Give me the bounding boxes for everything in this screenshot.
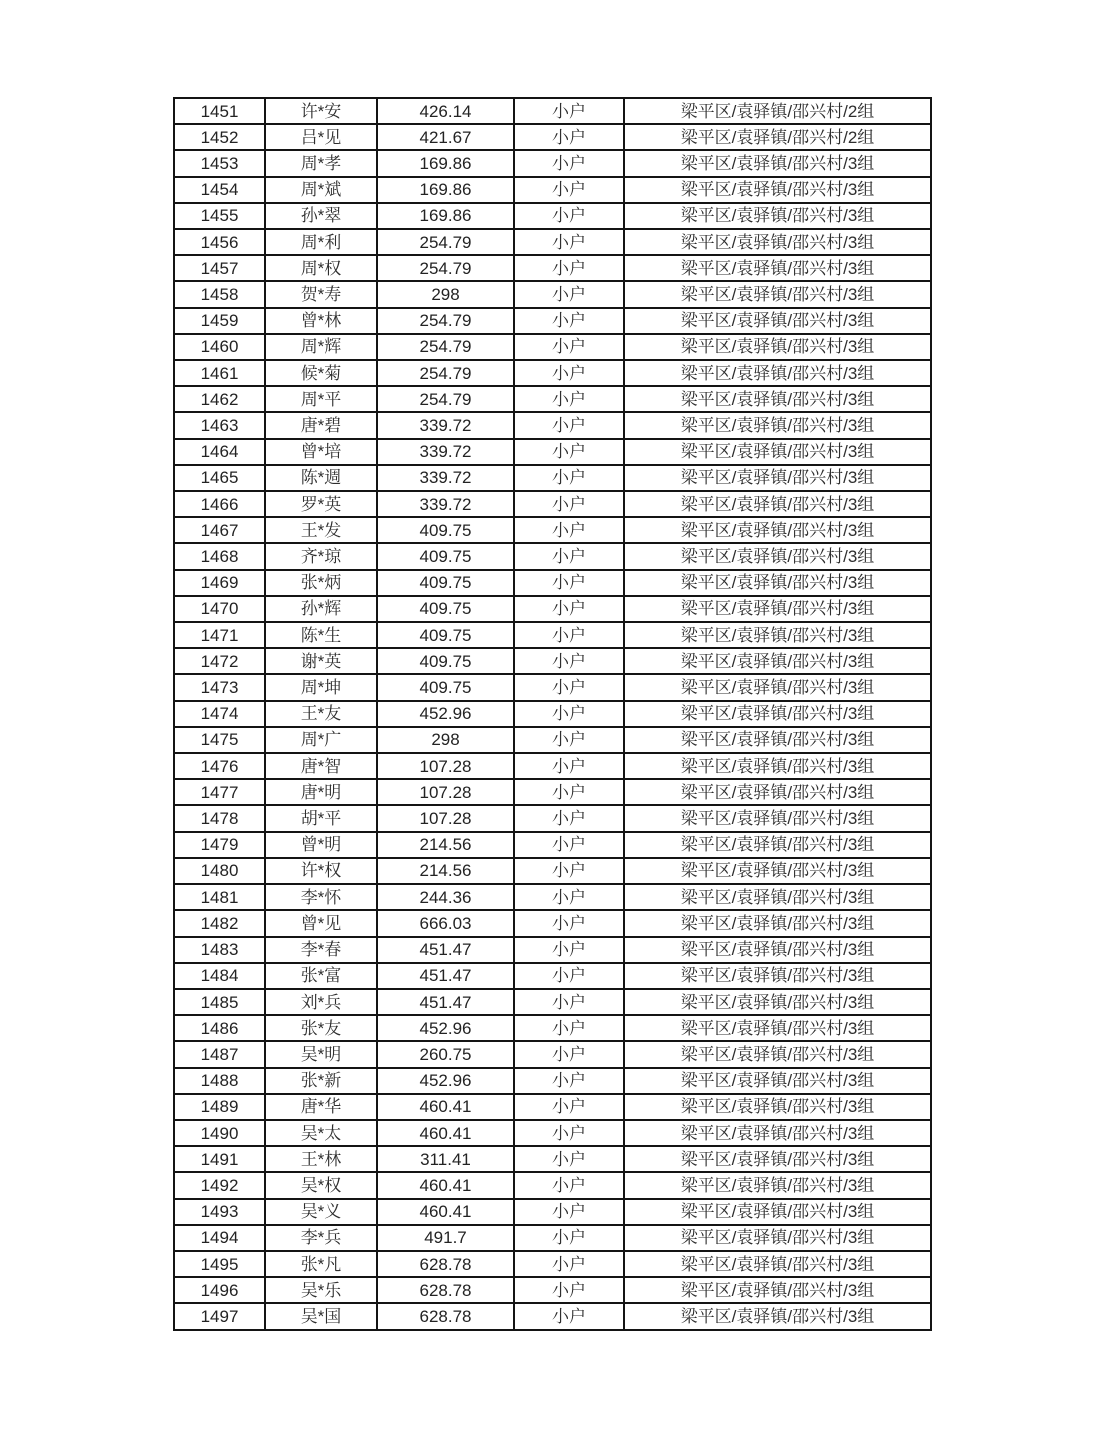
- cell-location: 梁平区/袁驿镇/邵兴村/3组: [624, 674, 931, 700]
- cell-sequence-number: 1466: [174, 491, 265, 517]
- cell-household-type: 小户: [514, 203, 624, 229]
- cell-person-name: 张*新: [265, 1068, 377, 1094]
- cell-sequence-number: 1487: [174, 1041, 265, 1067]
- cell-household-type: 小户: [514, 805, 624, 831]
- table-row: [174, 334, 931, 360]
- cell-sequence-number: 1462: [174, 386, 265, 412]
- cell-area-value: 339.72: [377, 439, 514, 465]
- cell-location: 梁平区/袁驿镇/邵兴村/3组: [624, 622, 931, 648]
- table-row: [174, 1146, 931, 1172]
- cell-sequence-number: 1493: [174, 1199, 265, 1225]
- cell-location: 梁平区/袁驿镇/邵兴村/3组: [624, 308, 931, 334]
- cell-location: 梁平区/袁驿镇/邵兴村/3组: [624, 1094, 931, 1120]
- cell-household-type: 小户: [514, 570, 624, 596]
- cell-area-value: 409.75: [377, 596, 514, 622]
- cell-person-name: 贺*寿: [265, 281, 377, 307]
- cell-location: 梁平区/袁驿镇/邵兴村/3组: [624, 543, 931, 569]
- table-row: [174, 517, 931, 543]
- cell-area-value: 254.79: [377, 229, 514, 255]
- cell-area-value: 169.86: [377, 150, 514, 176]
- cell-sequence-number: 1477: [174, 779, 265, 805]
- cell-sequence-number: 1454: [174, 177, 265, 203]
- cell-sequence-number: 1467: [174, 517, 265, 543]
- cell-sequence-number: 1474: [174, 701, 265, 727]
- household-subsidy-table: [173, 97, 932, 1331]
- cell-household-type: 小户: [514, 884, 624, 910]
- cell-person-name: 李*春: [265, 937, 377, 963]
- table-row: [174, 439, 931, 465]
- table-row: [174, 308, 931, 334]
- cell-household-type: 小户: [514, 727, 624, 753]
- cell-area-value: 107.28: [377, 805, 514, 831]
- cell-sequence-number: 1496: [174, 1277, 265, 1303]
- cell-area-value: 409.75: [377, 622, 514, 648]
- cell-person-name: 陈*生: [265, 622, 377, 648]
- cell-person-name: 周*坤: [265, 674, 377, 700]
- cell-area-value: 260.75: [377, 1041, 514, 1067]
- cell-location: 梁平区/袁驿镇/邵兴村/3组: [624, 491, 931, 517]
- cell-person-name: 吕*见: [265, 124, 377, 150]
- cell-sequence-number: 1464: [174, 439, 265, 465]
- table-row: [174, 596, 931, 622]
- cell-person-name: 曾*明: [265, 832, 377, 858]
- cell-household-type: 小户: [514, 648, 624, 674]
- cell-location: 梁平区/袁驿镇/邵兴村/2组: [624, 98, 931, 124]
- table-row: [174, 648, 931, 674]
- cell-sequence-number: 1458: [174, 281, 265, 307]
- cell-household-type: 小户: [514, 674, 624, 700]
- cell-sequence-number: 1485: [174, 989, 265, 1015]
- cell-household-type: 小户: [514, 910, 624, 936]
- cell-sequence-number: 1483: [174, 937, 265, 963]
- cell-household-type: 小户: [514, 1225, 624, 1251]
- cell-area-value: 666.03: [377, 910, 514, 936]
- cell-location: 梁平区/袁驿镇/邵兴村/3组: [624, 1277, 931, 1303]
- cell-area-value: 244.36: [377, 884, 514, 910]
- cell-household-type: 小户: [514, 229, 624, 255]
- table-row: [174, 674, 931, 700]
- table-row: [174, 1251, 931, 1277]
- cell-person-name: 罗*英: [265, 491, 377, 517]
- cell-location: 梁平区/袁驿镇/邵兴村/3组: [624, 832, 931, 858]
- cell-person-name: 曾*培: [265, 439, 377, 465]
- cell-location: 梁平区/袁驿镇/邵兴村/3组: [624, 465, 931, 491]
- cell-area-value: 214.56: [377, 858, 514, 884]
- cell-person-name: 许*安: [265, 98, 377, 124]
- table-row: [174, 412, 931, 438]
- table-row: [174, 1041, 931, 1067]
- cell-area-value: 254.79: [377, 255, 514, 281]
- cell-household-type: 小户: [514, 1303, 624, 1330]
- cell-area-value: 298: [377, 281, 514, 307]
- cell-person-name: 李*兵: [265, 1225, 377, 1251]
- cell-location: 梁平区/袁驿镇/邵兴村/3组: [624, 570, 931, 596]
- cell-area-value: 426.14: [377, 98, 514, 124]
- cell-household-type: 小户: [514, 1120, 624, 1146]
- cell-location: 梁平区/袁驿镇/邵兴村/3组: [624, 1146, 931, 1172]
- cell-sequence-number: 1468: [174, 543, 265, 569]
- cell-location: 梁平区/袁驿镇/邵兴村/3组: [624, 412, 931, 438]
- cell-location: 梁平区/袁驿镇/邵兴村/3组: [624, 937, 931, 963]
- table-row: [174, 989, 931, 1015]
- cell-location: 梁平区/袁驿镇/邵兴村/3组: [624, 1225, 931, 1251]
- table-row: [174, 884, 931, 910]
- cell-location: 梁平区/袁驿镇/邵兴村/3组: [624, 517, 931, 543]
- cell-location: 梁平区/袁驿镇/邵兴村/3组: [624, 1015, 931, 1041]
- cell-sequence-number: 1489: [174, 1094, 265, 1120]
- cell-person-name: 吴*义: [265, 1199, 377, 1225]
- cell-location: 梁平区/袁驿镇/邵兴村/3组: [624, 963, 931, 989]
- table-row: [174, 491, 931, 517]
- cell-location: 梁平区/袁驿镇/邵兴村/3组: [624, 1251, 931, 1277]
- cell-household-type: 小户: [514, 439, 624, 465]
- cell-location: 梁平区/袁驿镇/邵兴村/3组: [624, 727, 931, 753]
- cell-sequence-number: 1484: [174, 963, 265, 989]
- cell-household-type: 小户: [514, 701, 624, 727]
- cell-area-value: 452.96: [377, 1015, 514, 1041]
- cell-sequence-number: 1451: [174, 98, 265, 124]
- cell-person-name: 王*友: [265, 701, 377, 727]
- cell-sequence-number: 1490: [174, 1120, 265, 1146]
- cell-location: 梁平区/袁驿镇/邵兴村/3组: [624, 648, 931, 674]
- cell-sequence-number: 1482: [174, 910, 265, 936]
- cell-location: 梁平区/袁驿镇/邵兴村/3组: [624, 884, 931, 910]
- cell-person-name: 吴*权: [265, 1172, 377, 1198]
- cell-area-value: 214.56: [377, 832, 514, 858]
- cell-location: 梁平区/袁驿镇/邵兴村/3组: [624, 779, 931, 805]
- cell-location: 梁平区/袁驿镇/邵兴村/3组: [624, 1041, 931, 1067]
- cell-household-type: 小户: [514, 150, 624, 176]
- cell-area-value: 460.41: [377, 1199, 514, 1225]
- table-row: [174, 858, 931, 884]
- cell-location: 梁平区/袁驿镇/邵兴村/3组: [624, 805, 931, 831]
- cell-household-type: 小户: [514, 517, 624, 543]
- table-row: [174, 1199, 931, 1225]
- cell-person-name: 张*炳: [265, 570, 377, 596]
- table-row: [174, 1277, 931, 1303]
- cell-household-type: 小户: [514, 491, 624, 517]
- table-row: [174, 1225, 931, 1251]
- table-row: [174, 1094, 931, 1120]
- cell-person-name: 候*菊: [265, 360, 377, 386]
- table-row: [174, 910, 931, 936]
- cell-area-value: 409.75: [377, 648, 514, 674]
- cell-sequence-number: 1455: [174, 203, 265, 229]
- cell-location: 梁平区/袁驿镇/邵兴村/3组: [624, 1199, 931, 1225]
- cell-person-name: 唐*碧: [265, 412, 377, 438]
- cell-person-name: 吴*乐: [265, 1277, 377, 1303]
- cell-person-name: 孙*翠: [265, 203, 377, 229]
- cell-area-value: 628.78: [377, 1251, 514, 1277]
- table-row: [174, 727, 931, 753]
- table-row: [174, 360, 931, 386]
- table-row: [174, 1068, 931, 1094]
- cell-location: 梁平区/袁驿镇/邵兴村/3组: [624, 203, 931, 229]
- table-row: [174, 1015, 931, 1041]
- cell-location: 梁平区/袁驿镇/邵兴村/3组: [624, 229, 931, 255]
- cell-person-name: 吴*国: [265, 1303, 377, 1330]
- cell-sequence-number: 1476: [174, 753, 265, 779]
- cell-sequence-number: 1453: [174, 150, 265, 176]
- table-row: [174, 832, 931, 858]
- cell-household-type: 小户: [514, 386, 624, 412]
- cell-person-name: 王*林: [265, 1146, 377, 1172]
- cell-person-name: 张*友: [265, 1015, 377, 1041]
- cell-household-type: 小户: [514, 412, 624, 438]
- table-row: [174, 386, 931, 412]
- cell-household-type: 小户: [514, 1199, 624, 1225]
- cell-location: 梁平区/袁驿镇/邵兴村/3组: [624, 177, 931, 203]
- table-row: [174, 570, 931, 596]
- cell-household-type: 小户: [514, 255, 624, 281]
- cell-area-value: 254.79: [377, 386, 514, 412]
- cell-sequence-number: 1465: [174, 465, 265, 491]
- table-row: [174, 622, 931, 648]
- cell-sequence-number: 1494: [174, 1225, 265, 1251]
- cell-location: 梁平区/袁驿镇/邵兴村/3组: [624, 753, 931, 779]
- table-row: [174, 701, 931, 727]
- cell-sequence-number: 1480: [174, 858, 265, 884]
- cell-area-value: 107.28: [377, 753, 514, 779]
- cell-area-value: 421.67: [377, 124, 514, 150]
- cell-person-name: 周*辉: [265, 334, 377, 360]
- table-row: [174, 124, 931, 150]
- cell-location: 梁平区/袁驿镇/邵兴村/3组: [624, 439, 931, 465]
- cell-area-value: 339.72: [377, 465, 514, 491]
- cell-household-type: 小户: [514, 1094, 624, 1120]
- cell-sequence-number: 1492: [174, 1172, 265, 1198]
- cell-household-type: 小户: [514, 832, 624, 858]
- cell-location: 梁平区/袁驿镇/邵兴村/3组: [624, 360, 931, 386]
- cell-person-name: 曾*见: [265, 910, 377, 936]
- cell-location: 梁平区/袁驿镇/邵兴村/3组: [624, 1303, 931, 1330]
- cell-area-value: 254.79: [377, 360, 514, 386]
- cell-location: 梁平区/袁驿镇/邵兴村/3组: [624, 910, 931, 936]
- cell-area-value: 452.96: [377, 701, 514, 727]
- cell-person-name: 谢*英: [265, 648, 377, 674]
- cell-household-type: 小户: [514, 124, 624, 150]
- cell-location: 梁平区/袁驿镇/邵兴村/3组: [624, 858, 931, 884]
- cell-person-name: 唐*智: [265, 753, 377, 779]
- cell-area-value: 460.41: [377, 1120, 514, 1146]
- cell-location: 梁平区/袁驿镇/邵兴村/3组: [624, 281, 931, 307]
- table-body: [174, 98, 931, 1330]
- cell-sequence-number: 1469: [174, 570, 265, 596]
- cell-area-value: 491.7: [377, 1225, 514, 1251]
- cell-household-type: 小户: [514, 281, 624, 307]
- cell-sequence-number: 1473: [174, 674, 265, 700]
- cell-household-type: 小户: [514, 963, 624, 989]
- cell-area-value: 339.72: [377, 412, 514, 438]
- table-row: [174, 229, 931, 255]
- cell-household-type: 小户: [514, 98, 624, 124]
- cell-person-name: 唐*明: [265, 779, 377, 805]
- cell-location: 梁平区/袁驿镇/邵兴村/3组: [624, 255, 931, 281]
- cell-location: 梁平区/袁驿镇/邵兴村/2组: [624, 124, 931, 150]
- cell-household-type: 小户: [514, 1251, 624, 1277]
- cell-household-type: 小户: [514, 1068, 624, 1094]
- cell-area-value: 628.78: [377, 1303, 514, 1330]
- cell-area-value: 169.86: [377, 203, 514, 229]
- cell-sequence-number: 1456: [174, 229, 265, 255]
- cell-person-name: 张*富: [265, 963, 377, 989]
- cell-household-type: 小户: [514, 989, 624, 1015]
- cell-sequence-number: 1460: [174, 334, 265, 360]
- cell-location: 梁平区/袁驿镇/邵兴村/3组: [624, 701, 931, 727]
- cell-household-type: 小户: [514, 596, 624, 622]
- cell-area-value: 451.47: [377, 963, 514, 989]
- cell-household-type: 小户: [514, 1146, 624, 1172]
- cell-person-name: 陈*週: [265, 465, 377, 491]
- cell-household-type: 小户: [514, 753, 624, 779]
- table-row: [174, 805, 931, 831]
- cell-person-name: 周*利: [265, 229, 377, 255]
- cell-person-name: 周*广: [265, 727, 377, 753]
- cell-sequence-number: 1470: [174, 596, 265, 622]
- cell-person-name: 周*斌: [265, 177, 377, 203]
- cell-sequence-number: 1457: [174, 255, 265, 281]
- cell-person-name: 许*权: [265, 858, 377, 884]
- cell-person-name: 王*发: [265, 517, 377, 543]
- cell-sequence-number: 1491: [174, 1146, 265, 1172]
- cell-location: 梁平区/袁驿镇/邵兴村/3组: [624, 1068, 931, 1094]
- cell-area-value: 460.41: [377, 1094, 514, 1120]
- table-row: [174, 203, 931, 229]
- cell-household-type: 小户: [514, 360, 624, 386]
- cell-household-type: 小户: [514, 1277, 624, 1303]
- cell-sequence-number: 1481: [174, 884, 265, 910]
- cell-area-value: 460.41: [377, 1172, 514, 1198]
- table-row: [174, 1303, 931, 1330]
- table-row: [174, 255, 931, 281]
- cell-household-type: 小户: [514, 308, 624, 334]
- cell-household-type: 小户: [514, 334, 624, 360]
- cell-area-value: 107.28: [377, 779, 514, 805]
- cell-household-type: 小户: [514, 465, 624, 491]
- table-row: [174, 177, 931, 203]
- cell-household-type: 小户: [514, 177, 624, 203]
- cell-sequence-number: 1488: [174, 1068, 265, 1094]
- table-row: [174, 98, 931, 124]
- cell-location: 梁平区/袁驿镇/邵兴村/3组: [624, 334, 931, 360]
- cell-area-value: 409.75: [377, 674, 514, 700]
- cell-area-value: 451.47: [377, 989, 514, 1015]
- cell-person-name: 张*凡: [265, 1251, 377, 1277]
- cell-location: 梁平区/袁驿镇/邵兴村/3组: [624, 1172, 931, 1198]
- cell-person-name: 唐*华: [265, 1094, 377, 1120]
- cell-area-value: 451.47: [377, 937, 514, 963]
- table-row: [174, 465, 931, 491]
- cell-person-name: 孙*辉: [265, 596, 377, 622]
- table-row: [174, 1120, 931, 1146]
- cell-sequence-number: 1479: [174, 832, 265, 858]
- table-row: [174, 963, 931, 989]
- cell-person-name: 胡*平: [265, 805, 377, 831]
- cell-person-name: 刘*兵: [265, 989, 377, 1015]
- cell-sequence-number: 1463: [174, 412, 265, 438]
- cell-area-value: 452.96: [377, 1068, 514, 1094]
- table-row: [174, 779, 931, 805]
- table-row: [174, 150, 931, 176]
- cell-person-name: 李*怀: [265, 884, 377, 910]
- cell-household-type: 小户: [514, 1172, 624, 1198]
- table-row: [174, 543, 931, 569]
- cell-sequence-number: 1461: [174, 360, 265, 386]
- cell-area-value: 169.86: [377, 177, 514, 203]
- cell-sequence-number: 1478: [174, 805, 265, 831]
- cell-area-value: 409.75: [377, 517, 514, 543]
- cell-sequence-number: 1486: [174, 1015, 265, 1041]
- cell-location: 梁平区/袁驿镇/邵兴村/3组: [624, 386, 931, 412]
- cell-sequence-number: 1497: [174, 1303, 265, 1330]
- cell-sequence-number: 1452: [174, 124, 265, 150]
- table-row: [174, 1172, 931, 1198]
- cell-location: 梁平区/袁驿镇/邵兴村/3组: [624, 989, 931, 1015]
- cell-area-value: 298: [377, 727, 514, 753]
- cell-area-value: 628.78: [377, 1277, 514, 1303]
- cell-person-name: 周*平: [265, 386, 377, 412]
- cell-person-name: 齐*琼: [265, 543, 377, 569]
- cell-household-type: 小户: [514, 622, 624, 648]
- cell-location: 梁平区/袁驿镇/邵兴村/3组: [624, 150, 931, 176]
- cell-area-value: 254.79: [377, 334, 514, 360]
- cell-area-value: 409.75: [377, 543, 514, 569]
- cell-person-name: 曾*林: [265, 308, 377, 334]
- cell-person-name: 吴*太: [265, 1120, 377, 1146]
- cell-sequence-number: 1471: [174, 622, 265, 648]
- cell-household-type: 小户: [514, 1041, 624, 1067]
- cell-sequence-number: 1472: [174, 648, 265, 674]
- cell-household-type: 小户: [514, 858, 624, 884]
- cell-household-type: 小户: [514, 779, 624, 805]
- cell-area-value: 254.79: [377, 308, 514, 334]
- table-row: [174, 937, 931, 963]
- cell-person-name: 吴*明: [265, 1041, 377, 1067]
- cell-household-type: 小户: [514, 1015, 624, 1041]
- cell-location: 梁平区/袁驿镇/邵兴村/3组: [624, 596, 931, 622]
- cell-sequence-number: 1495: [174, 1251, 265, 1277]
- cell-household-type: 小户: [514, 543, 624, 569]
- cell-area-value: 311.41: [377, 1146, 514, 1172]
- cell-sequence-number: 1459: [174, 308, 265, 334]
- cell-sequence-number: 1475: [174, 727, 265, 753]
- cell-household-type: 小户: [514, 937, 624, 963]
- cell-person-name: 周*权: [265, 255, 377, 281]
- cell-person-name: 周*孝: [265, 150, 377, 176]
- table-row: [174, 281, 931, 307]
- cell-area-value: 409.75: [377, 570, 514, 596]
- table-row: [174, 753, 931, 779]
- cell-location: 梁平区/袁驿镇/邵兴村/3组: [624, 1120, 931, 1146]
- cell-area-value: 339.72: [377, 491, 514, 517]
